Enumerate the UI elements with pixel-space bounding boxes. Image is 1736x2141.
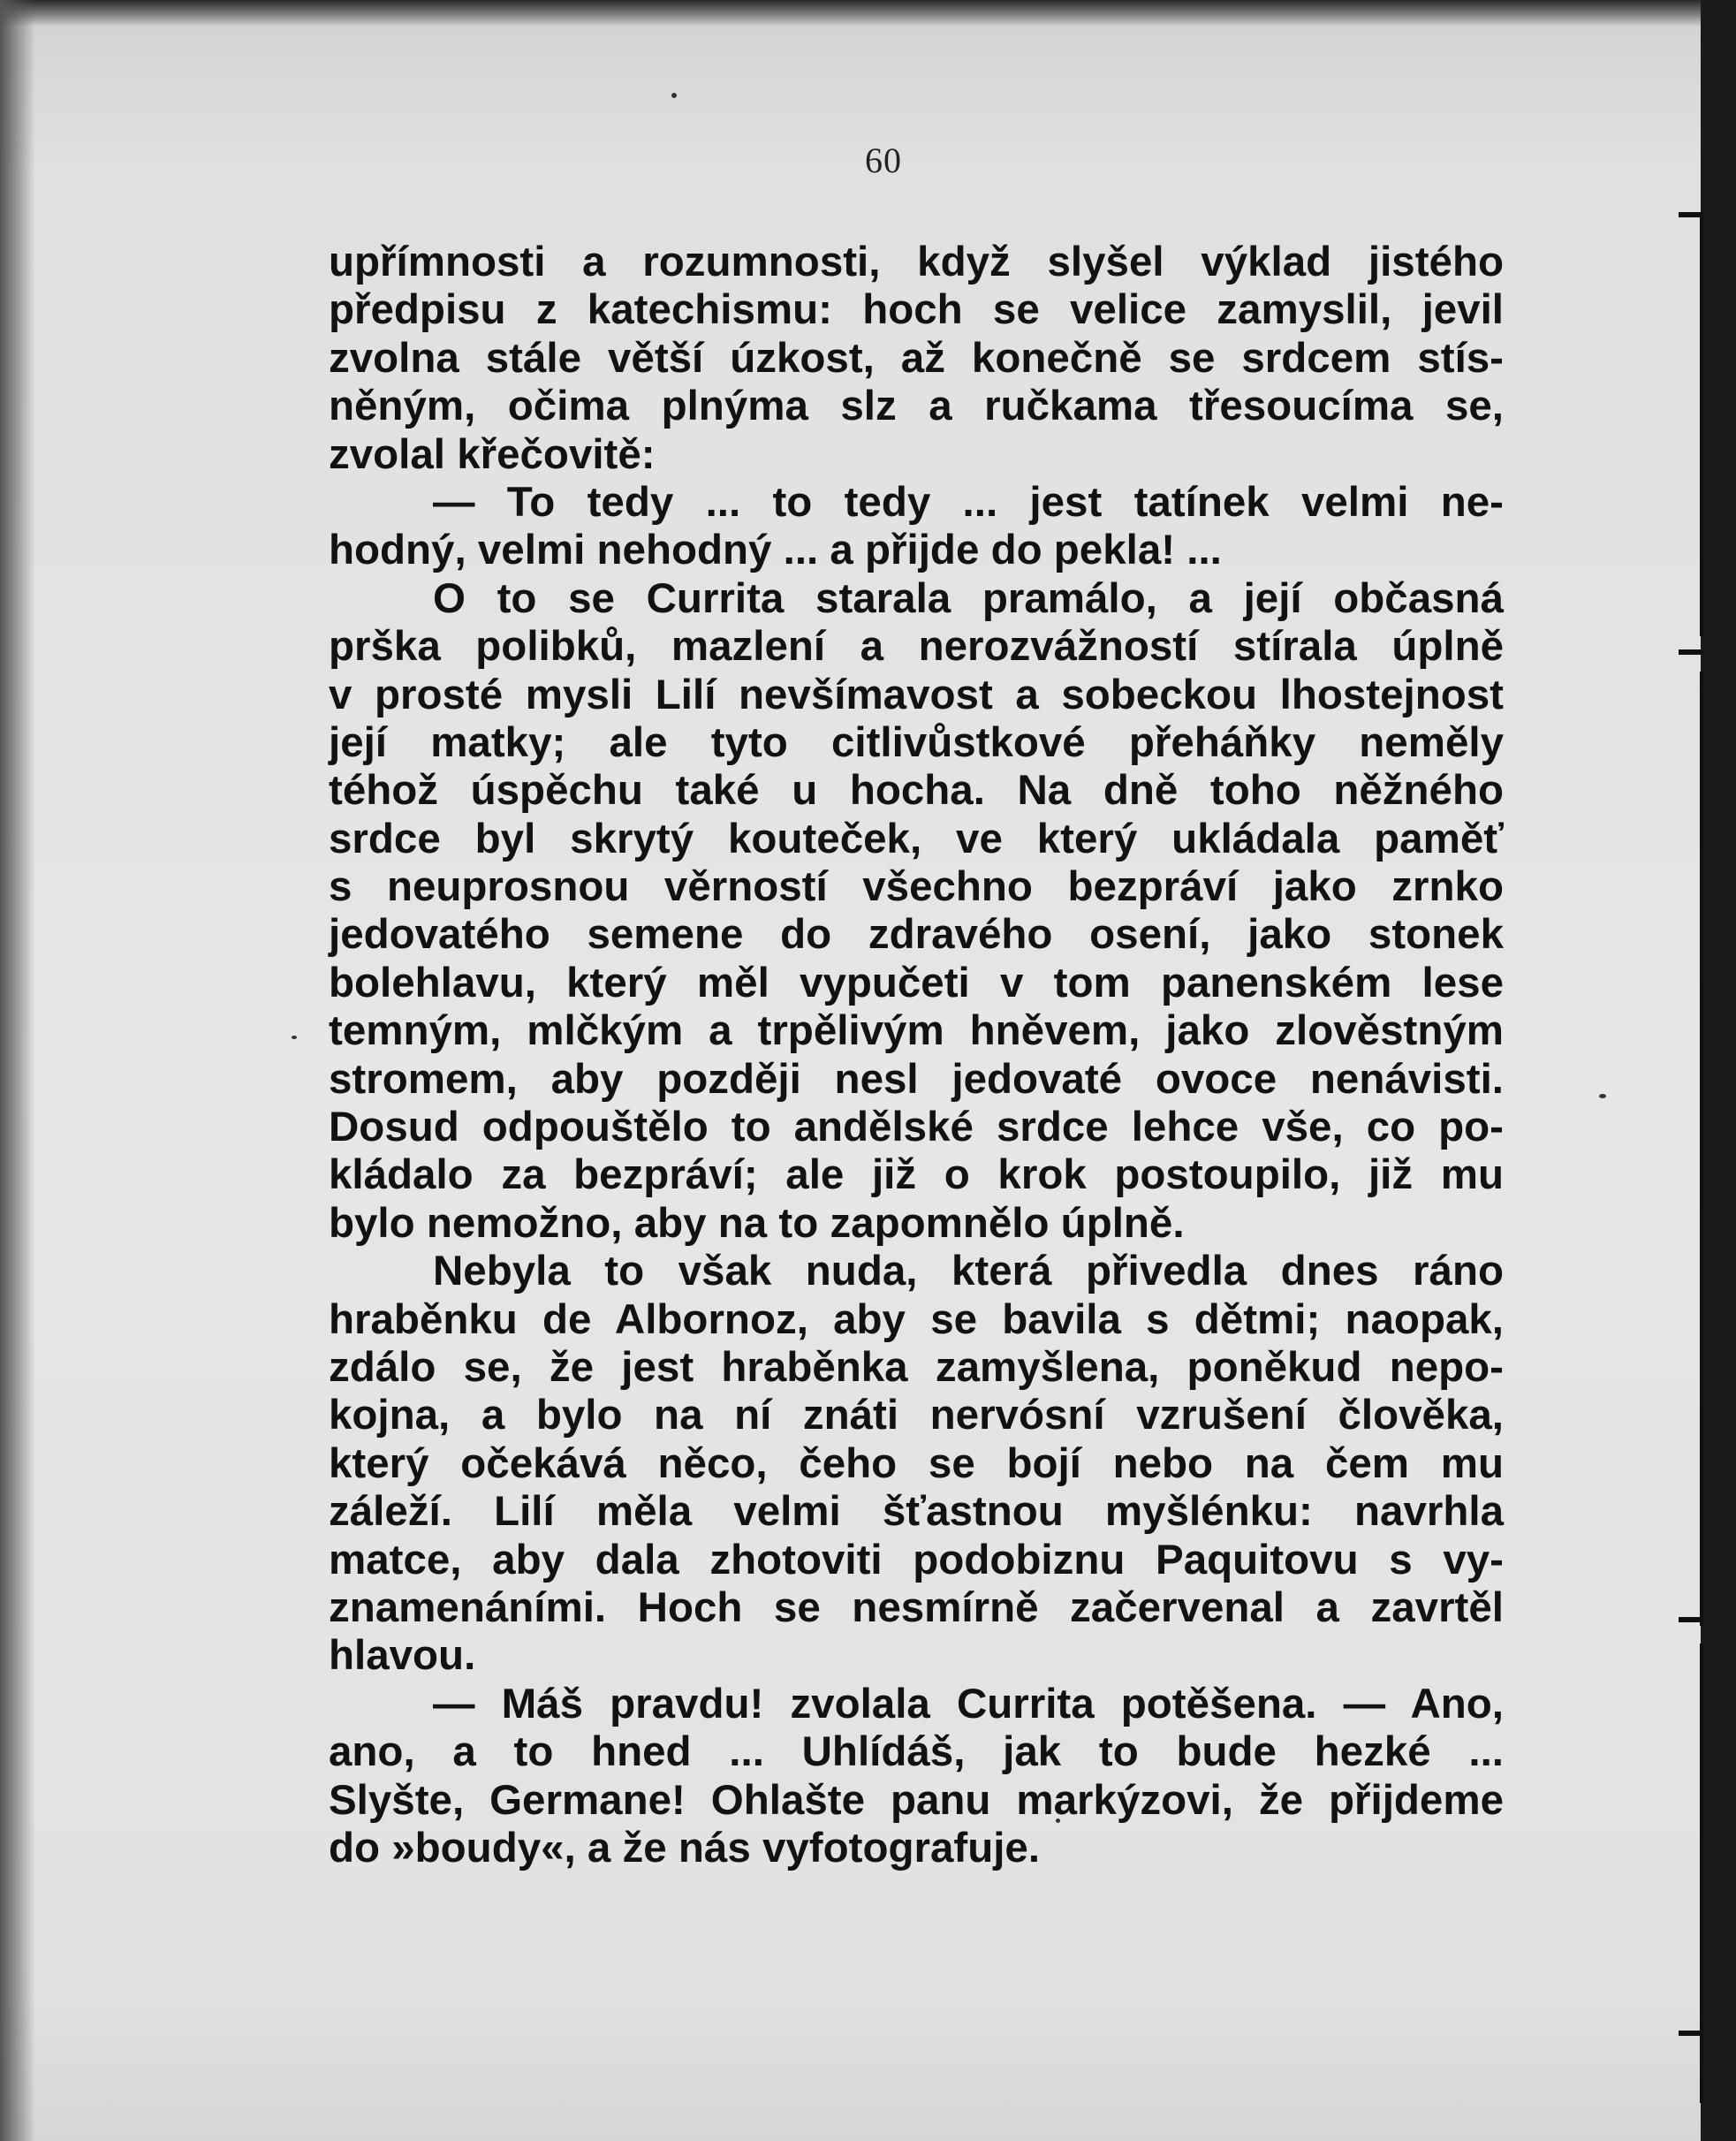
right-page-edge (1701, 0, 1736, 2141)
text-line: zvolna stále větší úzkost, až konečně se srdcem stís- (329, 334, 1504, 382)
text-line: zvolal křečovitě: (329, 430, 656, 478)
margin-rule-tick (1679, 2031, 1703, 2036)
text-line: ano, a to hned ... Uhlídáš, jak to bude hezké ... (329, 1728, 1504, 1776)
text-line: srdce byl skrytý kouteček, ve který ukládala paměť (329, 815, 1504, 862)
text-line: hodný, velmi nehodný ... a přijde do pekla! ... (329, 527, 1222, 574)
text-line: v prosté mysli Lilí nevšímavost a sobeckou lhostejnost (329, 671, 1504, 718)
text-line: zdálo se, že jest hraběnka zamyšlena, poněkud nepo- (329, 1343, 1504, 1391)
text-line: — Máš pravdu! zvolala Currita potěšena. — Ano, (433, 1680, 1504, 1727)
text-line: Dosud odpouštělo to andělské srdce lehce vše, co po- (329, 1104, 1504, 1151)
text-line: upřímnosti a rozumnosti, když slyšel výklad jistého (329, 239, 1504, 285)
left-edge-shadow (0, 0, 35, 2141)
text-line: který očekává něco, čeho se bojí nebo na čem mu (329, 1439, 1504, 1487)
text-line: Slyšte, Germane! Ohlašte panu markýzovi, že přijdeme (329, 1776, 1504, 1824)
text-line: temným, mlčkým a trpělivým hněvem, jako zlověstným (329, 1007, 1504, 1055)
text-line: — To tedy ... to tedy ... jest tatínek velmi ne- (433, 478, 1504, 526)
text-line: předpisu z katechismu: hoch se velice zamyslil, jevil (329, 286, 1504, 334)
margin-rule-tick (1679, 212, 1703, 217)
text-line: kojna, a bylo na ní znáti nervósní vzrušení člověka, (329, 1392, 1504, 1439)
body-text (329, 239, 1504, 1872)
text-line: kládalo za bezpráví; ale již o krok postoupilo, již mu (329, 1151, 1504, 1199)
text-line: její matky; ale tyto citlivůstkové přeháňky neměly (329, 718, 1504, 766)
text-line: bolehlavu, který měl vypučeti v tom panenském lese (329, 959, 1504, 1006)
text-line: hraběnku de Albornoz, aby se bavila s dětmi; naopak, (329, 1295, 1504, 1343)
text-line: bylo nemožno, aby na to zapomnělo úplně. (329, 1199, 1185, 1247)
text-line: do »boudy«, a že nás vyfotografuje. (329, 1824, 1041, 1871)
text-line: O to se Currita starala pramálo, a její občasná (433, 574, 1504, 622)
text-line: Nebyla to však nuda, která přivedla dnes ráno (433, 1248, 1504, 1295)
print-speck (292, 1036, 297, 1039)
text-line: jedovatého semene do zdravého osení, jako stonek (329, 911, 1504, 959)
margin-rule-tick (1679, 1617, 1703, 1622)
margin-rule-tick (1679, 649, 1703, 655)
margin-rule (1700, 212, 1703, 636)
text-line: prška polibků, mazlení a nerozvážností stírala úplně (329, 623, 1504, 671)
print-speck (671, 93, 677, 98)
top-edge-shadow (0, 0, 1736, 27)
text-line: záleží. Lilí měla velmi šťastnou myšlénku: navrhla (329, 1488, 1504, 1536)
print-speck (1599, 1094, 1606, 1098)
text-line: hlavou. (329, 1632, 476, 1680)
text-line: matce, aby dala zhotoviti podobiznu Paquitovu s vy- (329, 1536, 1504, 1583)
text-line: stromem, aby později nesl jedovaté ovoce nenávisti. (329, 1055, 1504, 1103)
text-line: téhož úspěchu také u hocha. Na dně toho něžného (329, 767, 1504, 815)
text-line: něným, očima plnýma slz a ručkama třesoucíma se, (329, 383, 1504, 430)
margin-rule (1700, 672, 1703, 1626)
text-line: s neuprosnou věrností všechno bezpráví jako zrnko (329, 863, 1504, 911)
page-number: 60 (865, 140, 902, 180)
text-line: znamenáními. Hoch se nesmírně začervenal a zavrtěl (329, 1583, 1504, 1631)
